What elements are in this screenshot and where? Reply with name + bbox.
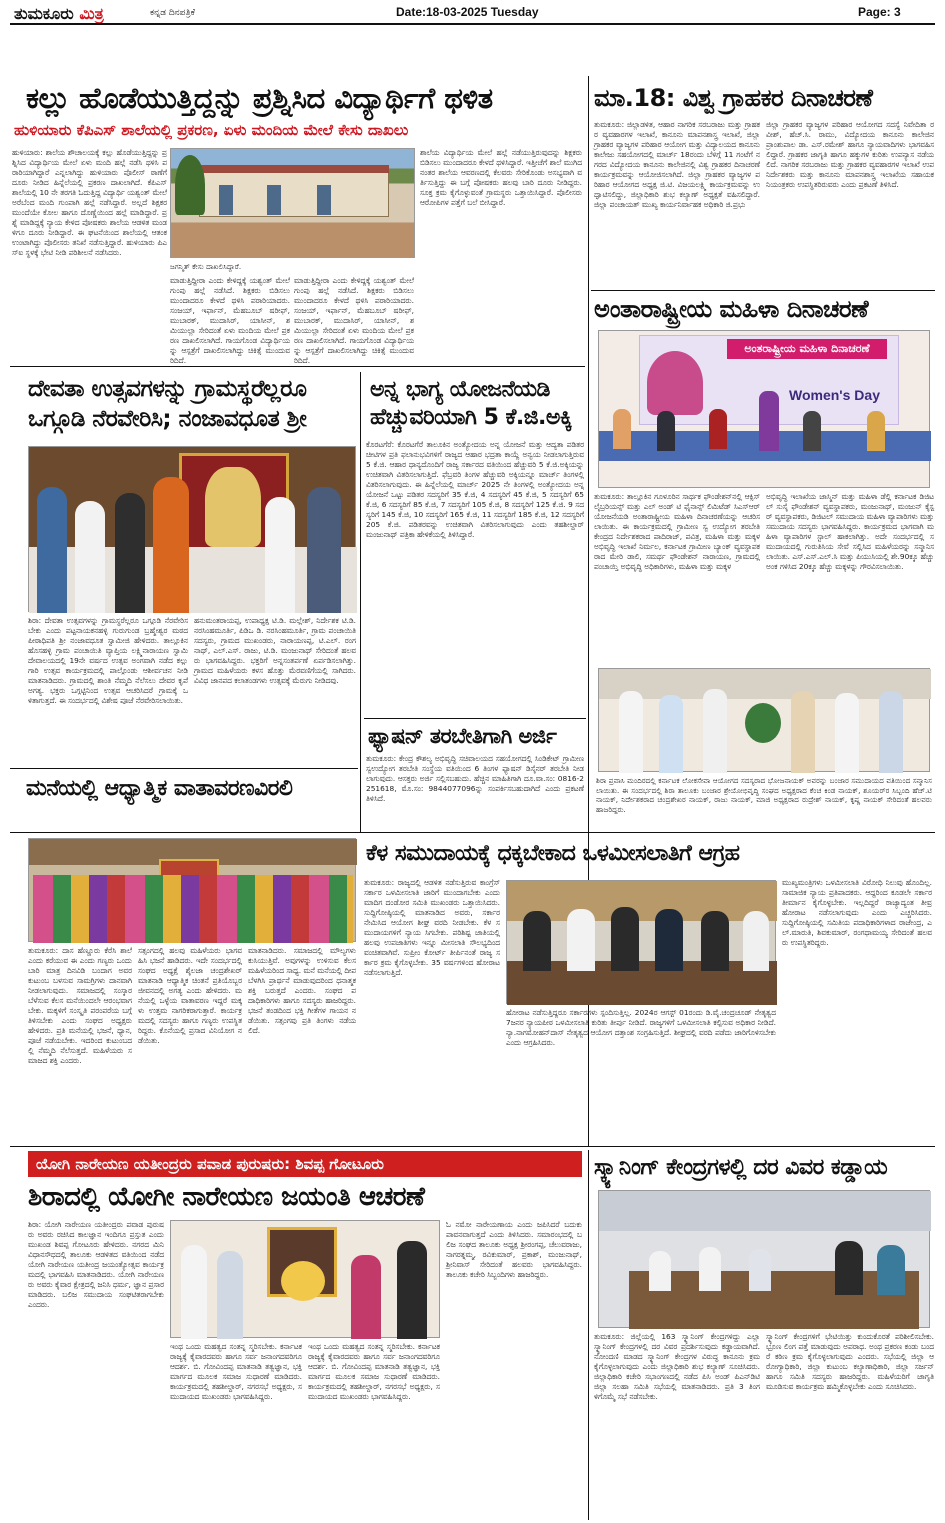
felicitation-photo (598, 668, 930, 772)
banner-subtitle: Women's Day (789, 387, 880, 403)
school-building-photo (170, 148, 415, 258)
story-body: ಮಾಡುತ್ತಿದ್ದೀರಾ ಎಂದು ಕೇಳಿದ್ದಕ್ಕೆ ಯಶ್ವಂತ್ ಮೇಲೆ ಗುಂಪು ಹಲ್ಲೆ ನಡೆಸಿದೆ. ಶಿಕ್ಷಕರು ಬಿಡಿಸಲು ಮುಂದಾದರೂ ಕೇಳದೆ ಥಳಿಸಿ ಪರಾರಿಯಾದರು. ಸಂಜಯ್, ಇರ್ಫಾನ್, ಮೆಹಬೂಬ್ ಷರೀಫ್, ಮುಬಾರಕ್, ಮುದಾಸಿರ್, ಯಾಸೀನ್, ಶಮಿಯುಲ್ಲಾ ಸೇರಿದಂತೆ ಏಳು ಮಂದಿಯ ಮೇಲೆ ಪ್ರಕರಣ ದಾಖಲಿಸಲಾಗಿದೆ. ಗಾಯಗೊಂಡ ವಿದ್ಯಾರ್ಥಿಯನ್ನು ಆಸ್ಪತ್ರೆಗೆ ದಾಖಲಿಸಲಾಗಿದ್ದು ಚಿಕಿತ್ಸೆ ಮುಂದುವರಿದಿದೆ. (170, 276, 290, 365)
masthead-title: ತುಮಕೂರು ಮಿತ್ರ (14, 4, 104, 23)
story-headline: ಕೆಳ ಸಮುದಾಯಕ್ಕೆ ಧಕ್ಕಬೇಕಾದ ಒಳಮೀಸಲಾತಿಗೆ ಆಗ್ರಹ (366, 841, 740, 866)
story-body: ಇಂಥ ಒಂದು ಮಹತ್ವದ ಸಂತನ್ನ ಸ್ಮರಿಸಬೇಕು. ಕರ್ನಾಟಕ ರಾಜ್ಯಕ್ಕೆ ಕೈವಾರದವರು ಹಾಗೂ ಸರ್ವ ಜನಾಂಗದವರಿಗೂ ಆದರ್ಶ. ಬಿ. ಗೋವಿಂದಪ್ಪ ಮಾತನಾಡಿ ತತ್ವಜ್ಞಾನ, ಭಕ್ತಿ ಮಾರ್ಗದ ಮೂಲಕ ಸಮಾಜ ಸುಧಾರಣೆ ಮಾಡಿದರು. ಕಾರ್ಯಕ್ರಮದಲ್ಲಿ ತಹಶೀಲ್ದಾರ್, ನಗರಸಭೆ ಅಧ್ಯಕ್ಷರು, ಸಮುದಾಯದ ಮುಖಂಡರು ಭಾಗವಹಿಸಿದ್ದರು. (170, 1342, 302, 1401)
story-headline: ಕಲ್ಲು ಹೊಡೆಯುತ್ತಿದ್ದನ್ನು ಪ್ರಶ್ನಿಸಿದ ವಿದ್ಯಾರ್ಥಿಗೆ ಥಳಿತ (26, 81, 493, 115)
column-divider (588, 1150, 589, 1520)
press-meet-photo (506, 880, 776, 1004)
story-body: ತುಮಕೂರು: ಜಿಲ್ಲೆಯಲ್ಲಿ 163 ಸ್ಕ್ಯಾನಿಂಗ್ ಕೇಂದ್ರಗಳಿದ್ದು ಎಲ್ಲಾ ಸ್ಕ್ಯಾನಿಂಗ್ ಕೇಂದ್ರಗಳಲ್ಲಿ ದರ ವಿವರ ಪ್ರದರ್ಶಿಸುವುದು ಕಡ್ಡಾಯವಾಗಿದೆ. ನೋಂದಣಿ ಮಾಡದ ಸ್ಕ್ಯಾನಿಂಗ್ ಕೇಂದ್ರಗಳ ವಿರುದ್ಧ ಕಾನೂನು ಕ್ರಮ ಕೈಗೊಳ್ಳಲಾಗುವುದು ಎಂದು ಜಿಲ್ಲಾಧಿಕಾರಿ ಶುಭ ಕಲ್ಯಾಣ್ ಸೂಚಿಸಿದರು. ಜಿಲ್ಲಾಧಿಕಾರಿ ಕಚೇರಿ ಸಭಾಂಗಣದಲ್ಲಿ ನಡೆದ ಪಿಸಿ ಅಂಡ್ ಪಿಎನ್‌ಡಿಟಿ ಜಿಲ್ಲಾ ಸಲಹಾ ಸಮಿತಿ ಸಭೆಯಲ್ಲಿ ಮಾತನಾಡಿದರು. ಪ್ರತಿ 3 ತಿಂಗಳಿಗೊಮ್ಮೆ ಸಭೆ ನಡೆಸಬೇಕು. (594, 1332, 760, 1401)
issue-date: Date:18-03-2025 Tuesday (396, 5, 539, 19)
banner-title: ಅಂತರಾಷ್ಟ್ರೀಯ ಮಹಿಳಾ ದಿನಾಚರಣೆ (727, 339, 887, 359)
section-divider (10, 366, 585, 367)
story-body: ಹೋರಾಟ ನಡೆಸುತ್ತಿದ್ದರೂ ಸರ್ಕಾರಗಳು ಸ್ಪಂದಿಸುತ್ತಿಲ್ಲ. 2024ರ ಆಗಸ್ಟ್ 01ರಂದು ಡಿ.ವೈ.ಚಂದ್ರಚೂಡ್ ನೇತೃತ್ವದ 7ಜನರ ನ್ಯಾಯಪೀಠ ಒಳಮೀಸಲಾತಿ ಕುರಿತು ತೀರ್ಪು ನೀಡಿದೆ. ರಾಜ್ಯಗಳಿಗೆ ಒಳಮೀಸಲಾತಿ ಕಲ್ಪಿಸುವ ಅಧಿಕಾರ ನೀಡಿದೆ. ನ್ಯಾ.ನಾಗಮೋಹನ್‌ದಾಸ್ ನೇತೃತ್ವದ ಆಯೋಗ ದತ್ತಾಂಶ ಸಂಗ್ರಹಿಸುತ್ತಿದೆ. ಶೀಘ್ರದಲ್ಲಿ ವರದಿ ಪಡೆದು ಜಾರಿಗೊಳಿಸಬೇಕು ಎಂದು ಆಗ್ರಹಿಸಿದರು. (506, 1008, 776, 1047)
story-body: ತುಮಕೂರು: ದಾಸ ಹೆಣ್ಣೂರು ಕೆರೆಸಿ ಶಾಲೆ ಎಂದು ಕರೆಯುವ ಈ ಎಂದು ಗಣ್ಯರು ಒಂದು ಬಾರಿ ಮಾತ್ರ ದಿನವಿಡಿ ಬಂದಾಗ ಅವರ ಕುಟುಂಬ ಬಳಸುವ ಸಾಮಗ್ರಿಗಳು ದಾನವಾಗಿ ನೀಡಲಾಗುವುದು. ಸಮಾಜದಲ್ಲಿ ಸಂಸ್ಕಾರ ಬೆಳೆಸುವ ಕೆಲಸ ಮನೆಯಿಂದಲೇ ಆರಂಭವಾಗಬೇಕು. ಮಕ್ಕಳಿಗೆ ಸಂಸ್ಕೃತಿ ಪರಂಪರೆಯ ಬಗ್ಗೆ ತಿಳಿಸಬೇಕು ಎಂದು ಸಂಘದ ಅಧ್ಯಕ್ಷರು ಹೇಳಿದರು. ಪ್ರತಿ ಮನೆಯಲ್ಲಿ ಭಜನೆ, ಧ್ಯಾನ, ಪೂಜೆ ನಡೆಯಬೇಕು. ಇದರಿಂದ ಕುಟುಂಬದಲ್ಲಿ ನೆಮ್ಮದಿ ನೆಲೆಸುತ್ತದೆ. ಮಹಿಳೆಯರು ಸಮಾಜದ ಶಕ್ತಿ ಎಂದರು. (28, 946, 132, 1065)
story-subheadline: ಹುಳಿಯಾರು ಕೆಪಿಎಸ್ ಶಾಲೆಯಲ್ಲಿ ಪ್ರಕರಣ, ಏಳು ಮಂದಿಯ ಮೇಲೆ ಕೇಸು ದಾಖಲು (14, 121, 409, 139)
jayanti-celebration-photo (170, 1220, 440, 1338)
story-body: ಇಂಥ ಒಂದು ಮಹತ್ವದ ಸಂತನ್ನ ಸ್ಮರಿಸಬೇಕು. ಕರ್ನಾಟಕ ರಾಜ್ಯಕ್ಕೆ ಕೈವಾರದವರು ಹಾಗೂ ಸರ್ವ ಜನಾಂಗದವರಿಗೂ ಆದರ್ಶ. ಬಿ. ಗೋವಿಂದಪ್ಪ ಮಾತನಾಡಿ ತತ್ವಜ್ಞಾನ, ಭಕ್ತಿ ಮಾರ್ಗದ ಮೂಲಕ ಸಮಾಜ ಸುಧಾರಣೆ ಮಾಡಿದರು. ಕಾರ್ಯಕ್ರಮದಲ್ಲಿ ತಹಶೀಲ್ದಾರ್, ನಗರಸಭೆ ಅಧ್ಯಕ್ಷರು, ಸಮುದಾಯದ ಮುಖಂಡರು ಭಾಗವಹಿಸಿದ್ದರು. (308, 1342, 440, 1401)
spiritual-gathering-photo (28, 838, 356, 942)
story-body: ತುಮಕೂರು: ತಾಲ್ಲೂಕಿನ ಗೂಳೂರಿನ ಸಾರ್ಥಕ ಫೌಂಡೇಶನ್‌ನಲ್ಲಿ ಆಕ್ಸಿಸ್ ಲೈಬ್ರರಿಯನ್ಸ್ ಮತ್ತು ಎಲ್ ಅಂಡ್ ಟಿ ಫೈನಾನ್ಸ್ ಲಿಮಿಟೆಡ್ ಸಿಎಸ್‌ಆರ್ ಯೋಜನೆಯಡಿ ಅಂತಾರಾಷ್ಟ್ರೀಯ ಮಹಿಳಾ ದಿನಾಚರಣೆಯನ್ನು ಆಚರಿಸಲಾಯಿತು. ಈ ಕಾರ್ಯಕ್ರಮದಲ್ಲಿ ಗ್ರಾಮೀಣ ಸ್ವ ಉದ್ಯೋಗ ತರಬೇತಿ ಕೇಂದ್ರದ ನಿರ್ದೇಶಕರಾದ ಪಾದಿರಾಜ್, ಪವಿತ್ರ, ಮಹಿಳಾ ಮತ್ತು ಮಕ್ಕಳ ಅಭಿವೃದ್ಧಿ ಇಲಾಖೆ ನಿರ್ಮಲ, ಕರ್ನಾಟಕ ಗ್ರಾಮೀಣ ಬ್ಯಾಂಕ್ ವ್ಯವಸ್ಥಾಪಕರಾದ ಮೇರಿ ಡಾಲಿ, ಸಮರ್ಥ ಫೌಂಡೇಶನ್ ನಾರಾಯಣ, ಗ್ರಾಮದಲ್ಲಿ ಪಂಚಾಯ್ತಿ ಅಭಿವೃದ್ಧಿ ಅಧಿಕಾರಿಗಳು, ಮಹಿಳಾ ಮತ್ತು ಮಕ್ಕಳ (594, 492, 760, 571)
story-body: ಜಿಲ್ಲಾ ಗ್ರಾಹಕರ ವ್ಯಾಜ್ಯಗಳ ಪರಿಹಾರ ಆಯೋಗದ ಸದಸ್ಯೆ ನಿವೇದಿತಾ ರವೀಶ್, ಹೆಚ್.ಸಿ. ರಾಮು, ವಿದ್ಯೋದಯ ಕಾನೂನು ಕಾಲೇಜಿನ ಪ್ರಾಂಶುಪಾಲ ಡಾ. ಎಸ್.ರಮೇಶ್ ಹಾಗೂ ನ್ಯಾಯವಾದಿಗಳು ಭಾಗವಹಿಸಲಿದ್ದಾರೆ. ಗ್ರಾಹಕರ ಜಾಗೃತಿ ಹಾಗೂ ಹಕ್ಕುಗಳ ಕುರಿತು ಉಪನ್ಯಾಸ ನಡೆಯಲಿದೆ. ನಾಗರಿಕ ಸರಬರಾಜು ಮತ್ತು ಗ್ರಾಹಕರ ವ್ಯವಹಾರಗಳ ಇಲಾಖೆ ಉಪನಿರ್ದೇಶಕರು ಮತ್ತು ಕಾನೂನು ಮಾಪನಶಾಸ್ತ್ರ ಇಲಾಖೆಯ ಸಹಾಯಕ ನಿಯಂತ್ರಕರು ಉಪಸ್ಥಿತರಿರುವರು ಎಂದು ಪ್ರಕಟಣೆ ತಿಳಿಸಿದೆ. (766, 120, 934, 189)
story-body: ತುಮಕೂರು: ರಾಜ್ಯದಲ್ಲಿ ಆಡಳಿತ ನಡೆಸುತ್ತಿರುವ ಕಾಂಗ್ರೆಸ್ ಸರ್ಕಾರ ಒಳಮೀಸಲಾತಿ ಜಾರಿಗೆ ಮುಂದಾಗಬೇಕು ಎಂದು ಮಾದಿಗ ದಂಡೋರ ಸಮಿತಿ ಮುಖಂಡರು ಒತ್ತಾಯಿಸಿದರು. ಸುದ್ದಿಗೋಷ್ಠಿಯಲ್ಲಿ ಮಾತನಾಡಿದ ಅವರು, ಸರ್ಕಾರ ನೇಮಿಸಿದ ಆಯೋಗ ಶೀಘ್ರ ವರದಿ ನೀಡಬೇಕು. ಕೆಳ ಸಮುದಾಯಗಳಿಗೆ ನ್ಯಾಯ ಸಿಗಬೇಕು. ಪರಿಶಿಷ್ಟ ಜಾತಿಯಲ್ಲಿ ಹಲವು ಉಪಜಾತಿಗಳು ಇನ್ನೂ ಮೀಸಲಾತಿ ಸೌಲಭ್ಯದಿಂದ ವಂಚಿತವಾಗಿವೆ. ಸುಪ್ರೀಂ ಕೋರ್ಟ್ ತೀರ್ಪಿನಂತೆ ರಾಜ್ಯ ಸರ್ಕಾರ ಕ್ರಮ ಕೈಗೊಳ್ಳಬೇಕು. 35 ವರ್ಷಗಳಿಂದ ಹೋರಾಟ ನಡೆಸಲಾಗುತ್ತಿದೆ. (364, 878, 500, 977)
story-headline: ಅನ್ನ ಭಾಗ್ಯ ಯೋಜನೆಯಡಿ (370, 377, 550, 402)
section-divider (10, 832, 935, 833)
temple-group-photo (28, 446, 356, 612)
story-body: ಕೊರಟಗೆರೆ: ಕೊರಟಗೆರೆ ತಾಲೂಕಿನ ಅಂತ್ಯೋದಯ ಅನ್ನ ಯೋಜನೆ ಮತ್ತು ಆದ್ಯತಾ ಪಡಿತರ ಚೀಟಿಗಳ ಪ್ರತಿ ಫಲಾನುಭವಿಗಳಿಗೆ ರಾಜ್ಯದ ಆಹಾರ ಭದ್ರತಾ ಕಾಯ್ದೆ ಅನ್ವಯ ನೀಡಲಾಗುತ್ತಿರುವ 5 ಕೆ.ಜಿ. ಆಹಾರ ಧಾನ್ಯದೊಂದಿಗೆ ರಾಜ್ಯ ಸರ್ಕಾರದ ವತಿಯಿಂದ ಹೆಚ್ಚುವರಿ 5 ಕೆ.ಜಿ.ಅಕ್ಕಿಯನ್ನು ಉಚಿತವಾಗಿ ವಿತರಿಸಲಾಗುತ್ತಿದೆ. ಫೆಬ್ರವರಿ ತಿಂಗಳ ಹೆಚ್ಚುವರಿ ಅಕ್ಕಿಯನ್ನೂ ಮಾರ್ಚ್ ತಿಂಗಳಲ್ಲಿ ವಿತರಿಸಲಾಗುವುದು. ಈ ಹಿನ್ನೆಲೆಯಲ್ಲಿ ಮಾರ್ಚ್ 2025 ನೇ ತಿಂಗಳಲ್ಲಿ ಅಂತ್ಯೋದಯ ಅನ್ನ ಯೋಜನೆ ಒಟ್ಟು ಪಡಿತರ ಸದಸ್ಯರಿಗೆ 35 ಕೆ.ಜಿ, 4 ಸದಸ್ಯರಿಗೆ 45 ಕೆ.ಜಿ, 5 ಸದಸ್ಯರಿಗೆ 65 ಕೆ.ಜಿ, 6 ಸದಸ್ಯರಿಗೆ 85 ಕೆ.ಜಿ, 7 ಸದಸ್ಯರಿಗೆ 105 ಕೆ.ಜಿ, 8 ಸದಸ್ಯರಿಗೆ 125 ಕೆ.ಜಿ. 9 ಸದಸ್ಯರಿಗೆ 145 ಕೆ.ಜಿ, 10 ಸದಸ್ಯರಿಗೆ 165 ಕೆ.ಜಿ, 11 ಸದಸ್ಯರಿಗೆ 185 ಕೆ.ಜಿ, 12 ಸದಸ್ಯರಿಗೆ 205 ಕೆ.ಜಿ. ಪಡಿತರವನ್ನು ಉಚಿತವಾಗಿ ವಿತರಿಸಲಾಗುವುದು ಎಂದು ತಹಶೀಲ್ದಾರ್ ಮಂಜುನಾಥ್ ಪತ್ರಿಕಾ ಹೇಳಿಕೆಯಲ್ಲಿ ತಿಳಿಸಿದ್ದಾರೆ. (366, 440, 584, 539)
page-number: Page: 3 (858, 5, 901, 19)
masthead-subtitle: ಕನ್ನಡ ದಿನಪತ್ರಿಕೆ (150, 8, 196, 18)
womens-day-photo (598, 330, 930, 488)
section-divider (591, 290, 935, 291)
section-divider (10, 768, 358, 769)
story-body: ತುಮಕೂರು: ಕೇಂದ್ರ ಕೌಶಲ್ಯ ಅಭಿವೃದ್ಧಿ ಸಚಿವಾಲಯದ ಸಹಯೋಗದಲ್ಲಿ ಸಿಂಡಿಕೇಟ್ ಗ್ರಾಮೀಣ ಸ್ವಉದ್ಯೋಗ ತರಬೇತಿ ಸಂಸ್ಥೆಯ ವತಿಯಿಂದ 6 ತಿಂಗಳ ಫ್ಯಾಷನ್ ಡಿಸೈನರ್ ತರಬೇತಿ ನೀಡಲಾಗುವುದು. ಆಸಕ್ತರು ಅರ್ಜಿ ಸಲ್ಲಿಸಬಹುದು. ಹೆಚ್ಚಿನ ಮಾಹಿತಿಗಾಗಿ ದೂ.ವಾ.ಸಂ: 0816-2251618, ಮೊ.ಸಂ: 9844077096ನ್ನು ಸಂಪರ್ಕಿಸಬಹುದಾಗಿದೆ ಎಂದು ಪ್ರಕಟಣೆ ತಿಳಿಸಿದೆ. (366, 754, 584, 803)
story-body: ಸತ್ಸಂಗದಲ್ಲಿ ಹಲವು ಮಹಿಳೆಯರು ಭಾಗವಹಿಸಿ ಭಜನೆ ಹಾಡಿದರು. ಇದೇ ಸಂದರ್ಭದಲ್ಲಿ ಸಂಘದ ಅಧ್ಯಕ್ಷೆ ಶೈಲಜಾ ಚಂದ್ರಶೇಖರ್ ಮಾತನಾಡಿ ಆಧ್ಯಾತ್ಮಿಕ ಚಿಂತನೆ ಪ್ರತಿಯೊಬ್ಬರ ಜೀವನದಲ್ಲಿ ಅಗತ್ಯ ಎಂದು ಹೇಳಿದರು. ಮನೆಯಲ್ಲಿ ಒಳ್ಳೆಯ ವಾತಾವರಣ ಇದ್ದರೆ ಮಕ್ಕಳು ಉತ್ತಮ ನಾಗರಿಕರಾಗುತ್ತಾರೆ. ಕಾರ್ಯಕ್ರಮದಲ್ಲಿ ಸದಸ್ಯರು ಹಾಗೂ ಗಣ್ಯರು ಉಪಸ್ಥಿತರಿದ್ದರು. ಕೊನೆಯಲ್ಲಿ ಪ್ರಸಾದ ವಿನಿಯೋಗ ನಡೆಯಿತು. (138, 946, 242, 1045)
masthead-rule (10, 23, 935, 25)
story-headline: ಹೆಚ್ಚುವರಿಯಾಗಿ 5 ಕೆ.ಜಿ.ಅಕ್ಕಿ (370, 405, 572, 430)
photo-caption: ಜಗನ್ಮಿತ್ ಕೇಸು ದಾಖಲಿಸಿದ್ದಾರೆ. (170, 262, 242, 271)
scanning-meeting-photo (598, 1190, 930, 1328)
story-headline: ಶಿರಾದಲ್ಲಿ ಯೋಗೀ ನಾರೇಯಣ ಜಯಂತಿ ಆಚರಣೆ (28, 1182, 425, 1212)
story-headline: ಮನೆಯಲ್ಲಿ ಆಧ್ಯಾತ್ಮಿಕ ವಾತಾವರಣವಿರಲಿ (26, 776, 293, 801)
story-body: ಹುಳಿಯಾರು: ಶಾಲೆಯ ಶೌಚಾಲಯಕ್ಕೆ ಕಲ್ಲು ಹೊಡೆಯುತ್ತಿದ್ದನ್ನು ಪ್ರಶ್ನಿಸಿದ ವಿದ್ಯಾರ್ಥಿಯ ಮೇಲೆ ಏಳು ಮಂದಿ ಹಲ್ಲೆ ನಡೆಸಿ ಥಳಿಸಿ ಪರಾರಿಯಾಗಿದ್ದಾರೆ ಎನ್ನಲಾಗಿದ್ದು ಹುಳಿಯಾರು ಪೊಲೀಸ್ ಠಾಣೆಗೆ ದೂರು ನೀಡಿದ ಹಿನ್ನೆಲೆಯಲ್ಲಿ ಪ್ರಕರಣ ದಾಖಲಾಗಿದೆ. ಕೆಪಿಎಸ್ ಶಾಲೆಯಲ್ಲಿ 10 ನೇ ತರಗತಿ ಓದುತ್ತಿದ್ದ ವಿದ್ಯಾರ್ಥಿ ಯಶ್ವಂತ್ ಮೇಲೆ ಅರೆಬೆಂದ ಮಂದಿ ಗುಂಪಾಗಿ ಹಲ್ಲೆ ನಡೆಸಿದ್ದಾರೆ. ಅಲ್ಲದೆ ಶಿಕ್ಷಕರ ಮುಂದೆಯೇ ಕೋಲ ಹಾಗೂ ದೊಣ್ಣೆಯಿಂದ ಹಲ್ಲೆ ಮಾಡಿದ್ದಾರೆ. ಪ್ರಶ್ನೆ ಮಾಡಿದ್ದಕ್ಕೆ ನ್ಯಾಯ ಕೇಳಿದ ಪೋಷಕರು ಶಾಲೆಯ ಆಡಳಿತ ಮಂಡಳಿಗೂ ದೂರು ನೀಡಿದ್ದಾರೆ. ಈ ಘಟನೆಯಿಂದ ಶಾಲೆಯಲ್ಲಿ ಆತಂಕ ಉಂಟಾಗಿದ್ದು ಪೊಲೀಸರು ತನಿಖೆ ನಡೆಸುತ್ತಿದ್ದಾರೆ. ಹುಳಿಯಾರು ಪಿಎಸ್ಐ ಸ್ಥಳಕ್ಕೆ ಭೇಟಿ ನೀಡಿ ಪರಿಶೀಲನೆ ನಡೆಸಿದರು. (12, 148, 167, 257)
story-headline: ಒಗ್ಗೂಡಿ ನೆರವೇರಿಸಿ; ನಂಜಾವಧೂತ ಶ್ರೀ (28, 406, 307, 432)
story-headline: ಮಾ.18: ವಿಶ್ವ ಗ್ರಾಹಕರ ದಿನಾಚರಣೆ (594, 84, 873, 112)
story-kicker: ಯೋಗಿ ನಾರೇಯಣ ಯತೀಂದ್ರರು ಪವಾಡ ಪುರುಷರು: ಶಿವಪ್ಪ ಗೋಟೂರು (28, 1151, 582, 1177)
story-body: ಹನುಮಂತರಾಯಪ್ಪ, ಉಪಾಧ್ಯಕ್ಷ ಟಿ.ಡಿ. ಮಲ್ಲೇಶ್, ನಿರ್ದೇಶಕ ಟಿ.ಡಿ. ನರಸಿಂಹಮೂರ್ತಿ, ಪಿಡಿಒ ಡಿ. ನರಸಿಂಹಮೂರ್ತಿ, ಗ್ರಾಮ ಪಂಚಾಯಿತಿ ಸದಸ್ಯರು, ಗ್ರಾಮದ ಮುಖಂಡರು, ನಾರಾಯಣಪ್ಪ, ಟಿ.ಎಲ್. ರಂಗನಾಥ್, ಎಲ್.ಎಸ್. ರಾಜು, ಟಿ.ಡಿ. ಮಂಜುನಾಥ್ ಸೇರಿದಂತೆ ಹಲವರು ಭಾಗವಹಿಸಿದ್ದರು. ಭಕ್ತರಿಗೆ ಅನ್ನಸಂತರ್ಪಣೆ ಏರ್ಪಡಿಸಲಾಗಿತ್ತು. ಗ್ರಾಮದ ಮಹಿಳೆಯರು ಕಳಸ ಹೊತ್ತು ಮೆರವಣಿಗೆಯಲ್ಲಿ ಸಾಗಿದರು. ವಿವಿಧ ಜಾನಪದ ಕಲಾತಂಡಗಳು ಉತ್ಸವಕ್ಕೆ ಮೆರುಗು ನೀಡಿದವು. (194, 616, 356, 685)
story-body: ಶಿರಾ: ಯೋಗಿ ನಾರೇಯಣ ಯತೀಂದ್ರರು ಪವಾಡ ಪುರುಷರು ಅವರು ರಚಿಸಿದ ಕಾಲಜ್ಞಾನ ಇಂದಿಗೂ ಪ್ರಸ್ತುತ ಎಂದು ಮುಖಂಡ ಶಿವಪ್ಪ ಗೋಟೂರು ಹೇಳಿದರು. ನಗರದ ಮಿನಿ ವಿಧಾನಸೌಧದಲ್ಲಿ ತಾಲೂಕು ಆಡಳಿತದ ವತಿಯಿಂದ ನಡೆದ ಯೋಗಿ ನಾರೇಯಣ ಯತೀಂದ್ರ ಜಯಂತ್ಯೋತ್ಸವ ಕಾರ್ಯಕ್ರಮದಲ್ಲಿ ಭಾಗವಹಿಸಿ ಮಾತನಾಡಿದರು. ಯೋಗಿ ನಾರೇಯಣರು ಅವರು ಕೈವಾರ ಕ್ಷೇತ್ರದಲ್ಲಿ ಜನಿಸಿ ಧರ್ಮ, ಜ್ಞಾನ ಪ್ರಸಾರ ಮಾಡಿದರು. ಬಲಿಜ ಸಮುದಾಯ ಸಂಘಟಿತರಾಗಬೇಕು ಎಂದರು. (28, 1220, 164, 1309)
story-body: ತುಮಕೂರು: ಜಿಲ್ಲಾಡಳಿತ, ಆಹಾರ ನಾಗರಿಕ ಸರಬರಾಜು ಮತ್ತು ಗ್ರಾಹಕರ ವ್ಯವಹಾರಗಳ ಇಲಾಖೆ, ಕಾನೂನು ಮಾಪನಶಾಸ್ತ್ರ ಇಲಾಖೆ, ಜಿಲ್ಲಾ ಗ್ರಾಹಕರ ವ್ಯಾಜ್ಯಗಳ ಪರಿಹಾರ ಆಯೋಗ ಮತ್ತು ವಿದ್ಯಾಲಯದ ಕಾನೂನು ಕಾಲೇಜು ಸಹಯೋಗದಲ್ಲಿ ಮಾರ್ಚ್ 18ರಂದು ಬೆಳಿಗ್ಗೆ 11 ಗಂಟೆಗೆ ನಗರದ ವಿದ್ಯೋದಯ ಕಾನೂನು ಕಾಲೇಜಿನಲ್ಲಿ ವಿಶ್ವ ಗ್ರಾಹಕರ ದಿನಾಚರಣೆ ಕಾರ್ಯಕ್ರಮವನ್ನು ಆಯೋಜಿಸಲಾಗಿದೆ. ಜಿಲ್ಲಾ ಗ್ರಾಹಕರ ವ್ಯಾಜ್ಯಗಳ ಪರಿಹಾರ ಆಯೋಗದ ಅಧ್ಯಕ್ಷ ಜಿ.ಟಿ. ವಿಜಯಲಕ್ಷ್ಮಿ ಕಾರ್ಯಕ್ರಮವನ್ನು ಉದ್ಘಾಟಿಸಲಿದ್ದು, ಜಿಲ್ಲಾಧಿಕಾರಿ ಶುಭ ಕಲ್ಯಾಣ್ ಅಧ್ಯಕ್ಷತೆ ವಹಿಸಲಿದ್ದಾರೆ. ಜಿಲ್ಲಾ ಪಂಚಾಯತ್ ಮುಖ್ಯ ಕಾರ್ಯನಿರ್ವಾಹಕ ಅಧಿಕಾರಿ ಜಿ.ಪ್ರಭು (594, 120, 760, 209)
story-headline: ಸ್ಕ್ಯಾನಿಂಗ್ ಕೇಂದ್ರಗಳಲ್ಲಿ ದರ ವಿವರ ಕಡ್ಡಾಯ (594, 1155, 888, 1180)
story-body: ಅಭಿವೃದ್ಧಿ ಇಲಾಖೆಯ ಜಾಸ್ಮಿನ್ ಮತ್ತು ಮಹಿಳಾ ಡೆಲ್ಲಿ ಕರ್ನಾಟಕ ಡಿಜಿಟಲ್ ಸುಸೈ ಫೌಂಡೇಶನ್ ವ್ಯವಸ್ಥಾಪಕರು, ಮಂಜುನಾಥ್, ಮಂಜುನ್ ಕೈಸ್ಟರ್ ವ್ಯವಸ್ಥಾಪಕರು, ಡಿಜಿಟಲ್ ಸಮುದಾಯ ಮಹಿಳಾ ವ್ಯಾಪಾರಿಗಳು ಮತ್ತು ಸಮುದಾಯ ಸದಸ್ಯರು ಭಾಗವಹಿಸಿದ್ದರು. ಕಾರ್ಯಕ್ರಮದ ಭಾಗವಾಗಿ ಮಹಿಳಾ ವ್ಯಾಪಾರಿಗಳ ಸ್ಟಾಲ್ ಹಾಕಲಾಗಿತ್ತು. ಅದೇ ಸಂದರ್ಭದಲ್ಲಿ ಸಮುದಾಯದಲ್ಲಿ ಗುರುತಿಸಿಯ ಸೇವೆ ಸಲ್ಲಿಸಿದ ಮಹಿಳೆಯರನ್ನು ಸನ್ಮಾನಿಸಲಾಯಿತು. ಎಸ್.ಎಸ್.ಎಲ್.ಸಿ ಮತ್ತು ಪಿಯುಸಿಯಲ್ಲಿ ಶೇ.90ಕ್ಕೂ ಹೆಚ್ಚು ಅಂಕ ಗಳಿಸಿದ 20ಕ್ಕೂ ಹೆಚ್ಚು ಮಕ್ಕಳನ್ನು ಗೌರವಿಸಲಾಯಿತು. (766, 492, 934, 571)
story-body: ಶಿರಾ: ದೇವತಾ ಉತ್ಸವಗಳನ್ನು ಗ್ರಾಮಸ್ಥರೆಲ್ಲರೂ ಒಗ್ಗೂಡಿ ನೆರವೇರಿಸಬೇಕು ಎಂದು ಪಟ್ಟನಾಯಕನಹಳ್ಳಿ ಗುರುಗುಂಡ ಬ್ರಹ್ಮೇಶ್ವರ ಮಠದ ಪೀಠಾಧಿಪತಿ ಶ್ರೀ ನಂಜಾವಧೂತ ಸ್ವಾಮೀಜಿ ಹೇಳಿದರು. ತಾಲ್ಲೂಕಿನ ಹೊಸಹಳ್ಳಿ ಗ್ರಾಮ ಪಂಚಾಯಿತಿ ವ್ಯಾಪ್ತಿಯ ಲಕ್ಷ್ಮಿನಾರಾಯಣ ಸ್ವಾಮಿ ದೇವಾಲಯದಲ್ಲಿ 19ನೇ ವರ್ಷದ ಉತ್ಸವ ಅಂಗವಾಗಿ ನಡೆದ ಕಲ್ಲು ಗಾರಿ ಉತ್ಸವ ಕಾರ್ಯಕ್ರಮದಲ್ಲಿ ಪಾಲ್ಗೊಂಡು ಆಶೀರ್ವಚನ ನೀಡಿ ಮಾತನಾಡಿದರು. ಗ್ರಾಮದಲ್ಲಿ ಶಾಂತಿ ನೆಮ್ಮದಿ ನೆಲೆಸಲು ದೇವರ ಕೃಪೆ ಅಗತ್ಯ. ಭಕ್ತರು ಒಗ್ಗಟ್ಟಿನಿಂದ ಉತ್ಸವ ಆಚರಿಸಿದರೆ ಗ್ರಾಮಕ್ಕೆ ಒಳಿತಾಗುತ್ತದೆ. ಈ ಸಂದರ್ಭದಲ್ಲಿ ವಿಶೇಷ ಪೂಜೆ ನೆರವೇರಿಸಲಾಯಿತು. (28, 616, 188, 705)
section-divider (364, 718, 586, 719)
story-body: ಮುಖ್ಯಮಂತ್ರಿಗಳು ಒಳಮೀಸಲಾತಿ ವಿರೋಧಿ ನಿಲುವು ಹೊಂದಿಲ್ಲ. ಸಾಮಾಜಿಕ ನ್ಯಾಯ ಪ್ರತಿಪಾದಕರು. ಆದ್ದರಿಂದ ಕೂಡಲೇ ಸರ್ಕಾರ ತೀರ್ಮಾನ ಕೈಗೊಳ್ಳಬೇಕು. ಇಲ್ಲದಿದ್ದರೆ ರಾಜ್ಯಾದ್ಯಂತ ತೀವ್ರ ಹೋರಾಟ ನಡೆಸಲಾಗುವುದು ಎಂದು ಎಚ್ಚರಿಸಿದರು. ಸುದ್ದಿಗೋಷ್ಠಿಯಲ್ಲಿ ಸಮಿತಿಯ ಪದಾಧಿಕಾರಿಗಳಾದ ರಾಜೇಂದ್ರ, ಎಲ್.ಮಾರುತಿ, ಶಿವಕುಮಾರ್, ರಂಗಧಾಮಯ್ಯ ಸೇರಿದಂತೆ ಹಲವರು ಉಪಸ್ಥಿತರಿದ್ದರು. (782, 878, 932, 947)
story-body: ಮಾತನಾಡಿದರು. ಸಮಾಜದಲ್ಲಿ ಮೌಲ್ಯಗಳು ಕುಸಿಯುತ್ತಿವೆ. ಅವುಗಳನ್ನು ಉಳಿಸುವ ಕೆಲಸ ಮಹಿಳೆಯರಿಂದ ಸಾಧ್ಯ. ಮನೆ ಮನೆಯಲ್ಲಿ ದೀಪ ಬೆಳಗಿಸಿ ಪ್ರಾರ್ಥನೆ ಮಾಡುವುದರಿಂದ ಧನಾತ್ಮಕ ಶಕ್ತಿ ಬರುತ್ತದೆ ಎಂದರು. ಸಂಘದ ಪದಾಧಿಕಾರಿಗಳು ಹಾಗೂ ಸದಸ್ಯರು ಹಾಜರಿದ್ದರು. ಭಜನೆ ತಂಡದಿಂದ ಭಕ್ತಿ ಗೀತೆಗಳ ಗಾಯನ ನಡೆಯಿತು. ಸತ್ಸಂಗವು ಪ್ರತಿ ತಿಂಗಳು ನಡೆಯಲಿದೆ. (248, 946, 356, 1035)
column-divider (360, 372, 361, 832)
photo-caption: ಶಿರಾ ಪ್ರವಾಸಿ ಮಂದಿರದಲ್ಲಿ ಕರ್ನಾಟಕ ಲೋಕಸೇವಾ ಆಯೋಗದ ಸದಸ್ಯರಾದ ಭೋಜನಾಯಕ್ ಅವರನ್ನು ಬಂಜಾರ ಸಮುದಾಯದ ವತಿಯಿಂದ ಸನ್ಮಾನಿಸಲಾಯಿತು. ಈ ಸಂದರ್ಭದಲ್ಲಿ ಶಿರಾ ತಾಲೂಕು ಬಂಜಾರ ಶ್ರೇಯೋಭಿವೃದ್ಧಿ ಸಂಘದ ಅಧ್ಯಕ್ಷರಾದ ಕೆಂಚ ಕಿಂಡ ನಾಯಕ್, ಶೂಯರ್‌ರ ಸಿಬ್ಬಂದಿ ಹೆಚ್.ಟಿ ನಾಯಕ್, ನಿರ್ದೇಶಕರಾದ ಚಂದ್ರಶೇಖರ ನಾಯಕ್, ರಾಜು ನಾಯಕ್, ಮಾಜಿ ಅಧ್ಯಕ್ಷರಾದ ರುದ್ರೇಶ್ ನಾಯಕ್, ಕೃಷ್ಣ ನಾಯಕ್ ಸೇರಿದಂತೆ ಹಲವರು ಹಾಜರಿದ್ದರು. (596, 776, 932, 814)
story-headline: ದೇವತಾ ಉತ್ಸವಗಳನ್ನು ಗ್ರಾಮಸ್ಥರೆಲ್ಲರೂ (28, 376, 307, 402)
story-headline: ಫ್ಯಾಷನ್ ತರಬೇತಿಗಾಗಿ ಅರ್ಜಿ (368, 724, 557, 748)
story-headline: ಅಂತಾರಾಷ್ಟ್ರೀಯ ಮಹಿಳಾ ದಿನಾಚರಣೆ (594, 295, 869, 323)
story-body: ಓ ನಮೋ ನಾರೇಯಣಾಯ ಎಂದು ಜಪಿಸಿದರೆ ಬದುಕು ಪಾವನವಾಗುತ್ತದೆ ಎಂದು ತಿಳಿಸಿದರು. ಸಮಾರಂಭದಲ್ಲಿ ಬಲಿಜ ಸಂಘದ ತಾಲೂಕು ಅಧ್ಯಕ್ಷ ಶ್ರೀರಂಗಪ್ಪ, ಚೆಲುವರಾಜು, ನಾಗರತ್ನಮ್ಮ, ರವಿಕುಮಾರ್, ಪ್ರಕಾಶ್, ಮಂಜುನಾಥ್, ಶ್ರೀನಿವಾಸ್ ಸೇರಿದಂತೆ ಹಲವರು ಭಾಗವಹಿಸಿದ್ದರು. ತಾಲೂಕು ಕಚೇರಿ ಸಿಬ್ಬಂದಿಗಳು ಹಾಜರಿದ್ದರು. (446, 1220, 582, 1279)
story-body: ಶಾಲೆಯ ವಿದ್ಯಾರ್ಥಿಯ ಮೇಲೆ ಹಲ್ಲೆ ನಡೆಯುತ್ತಿರುವುದನ್ನು ಶಿಕ್ಷಕರು ಬಿಡಿಸಲು ಮುಂದಾದರೂ ಕೇಳದೆ ಥಳಿಸಿದ್ದಾರೆ. ಇತ್ತೀಚೆಗೆ ಶಾಲೆ ಮುಗಿದ ನಂತರ ಶಾಲೆಯ ಆವರಣದಲ್ಲಿ ಕೆಲವರು ಸೇರಿಕೊಂಡು ಅಸಭ್ಯವಾಗಿ ವರ್ತಿಸುತ್ತಿದ್ದು ಈ ಬಗ್ಗೆ ಪೋಷಕರು ಹಲವು ಬಾರಿ ದೂರು ನೀಡಿದ್ದರು. ಸೂಕ್ತ ಕ್ರಮ ಕೈಗೊಳ್ಳುವಂತೆ ಗ್ರಾಮಸ್ಥರು ಒತ್ತಾಯಿಸಿದ್ದಾರೆ. ಪೊಲೀಸರು ಆರೋಪಿಗಳ ಪತ್ತೆಗೆ ಬಲೆ ಬೀಸಿದ್ದಾರೆ. (420, 148, 582, 207)
story-body: ಮಾಡುತ್ತಿದ್ದೀರಾ ಎಂದು ಕೇಳಿದ್ದಕ್ಕೆ ಯಶ್ವಂತ್ ಮೇಲೆ ಗುಂಪು ಹಲ್ಲೆ ನಡೆಸಿದೆ. ಶಿಕ್ಷಕರು ಬಿಡಿಸಲು ಮುಂದಾದರೂ ಕೇಳದೆ ಥಳಿಸಿ ಪರಾರಿಯಾದರು. ಸಂಜಯ್, ಇರ್ಫಾನ್, ಮೆಹಬೂಬ್ ಷರೀಫ್, ಮುಬಾರಕ್, ಮುದಾಸಿರ್, ಯಾಸೀನ್, ಶಮಿಯುಲ್ಲಾ ಸೇರಿದಂತೆ ಏಳು ಮಂದಿಯ ಮೇಲೆ ಪ್ರಕರಣ ದಾಖಲಿಸಲಾಗಿದೆ. ಗಾಯಗೊಂಡ ವಿದ್ಯಾರ್ಥಿಯನ್ನು ಆಸ್ಪತ್ರೆಗೆ ದಾಖಲಿಸಲಾಗಿದ್ದು ಚಿಕಿತ್ಸೆ ಮುಂದುವರಿದಿದೆ. (294, 276, 414, 365)
story-body: ಸ್ಕ್ಯಾನಿಂಗ್ ಕೇಂದ್ರಗಳಿಗೆ ಭೇಟಿಯಿತ್ತು ಕುಂದುಕೊರತೆ ಪರಿಶೀಲಿಸಬೇಕು. ಭ್ರೂಣ ಲಿಂಗ ಪತ್ತೆ ಮಾಡುವುದು ಅಪರಾಧ. ಅಂಥ ಪ್ರಕರಣ ಕಂಡು ಬಂದರೆ ಕಠಿಣ ಕ್ರಮ ಕೈಗೊಳ್ಳಲಾಗುವುದು ಎಂದರು. ಸಭೆಯಲ್ಲಿ ಜಿಲ್ಲಾ ಆರೋಗ್ಯಾಧಿಕಾರಿ, ಜಿಲ್ಲಾ ಕುಟುಂಬ ಕಲ್ಯಾಣಾಧಿಕಾರಿ, ಜಿಲ್ಲಾ ಸರ್ಜನ್ ಹಾಗೂ ಸಮಿತಿ ಸದಸ್ಯರು ಹಾಜರಿದ್ದರು. ಮಹಿಳೆಯರಿಗೆ ಜಾಗೃತಿ ಮೂಡಿಸುವ ಕಾರ್ಯಕ್ರಮ ಹಮ್ಮಿಕೊಳ್ಳಬೇಕು ಎಂದು ಸೂಚಿಸಿದರು. (766, 1332, 934, 1391)
section-divider (10, 1146, 935, 1147)
